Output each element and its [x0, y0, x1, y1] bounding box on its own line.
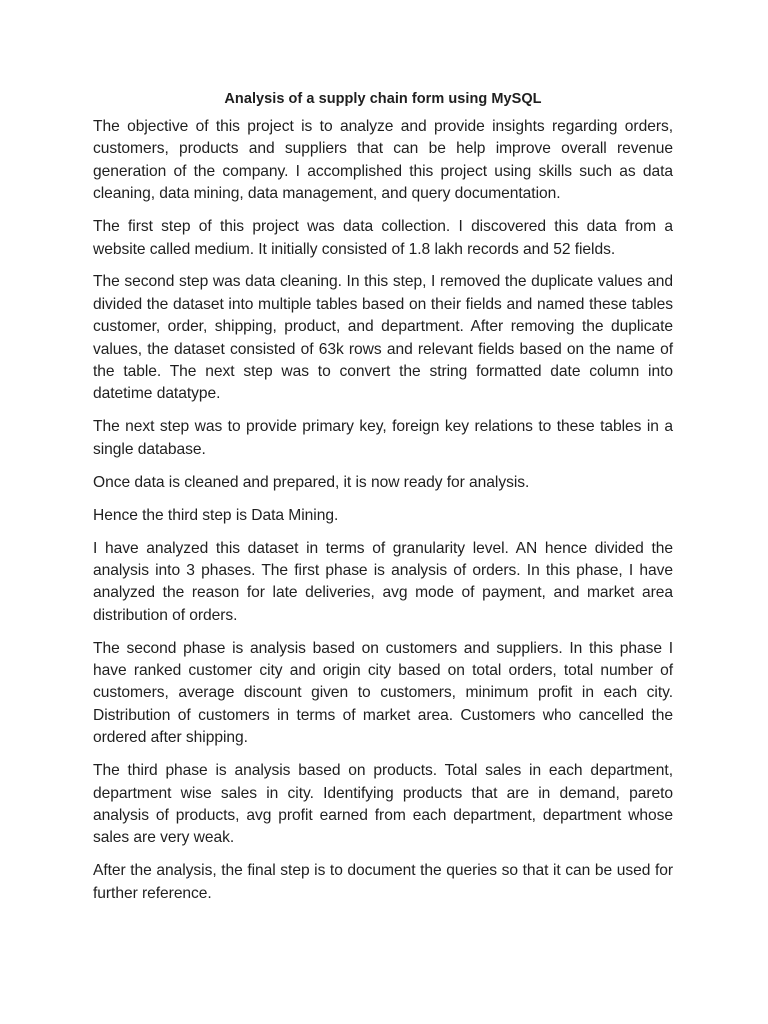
paragraph-data-cleaning: The second step was data cleaning. In this step, I removed the duplicate values and divided the dataset into multiple tables based on their fields and named these tables customer, order, shipping, product, and department. After removing the duplicate values, the dataset consisted of 63k rows and relevant fields based on the name of the table. The next step was to convert the string formatted date column into datetime datatype.: [93, 273, 673, 403]
document-body: [93, 88, 673, 916]
paragraph-objective: The objective of this project is to analyze and provide insights regarding orders, customers, products and suppliers that can be help improve overall revenue generation of the company. I accomplished this project using skills such as data cleaning, data mining, data management, and query documentation.: [93, 118, 673, 203]
paragraph-phase-products: The third phase is analysis based on products. Total sales in each department, department wise sales in city. Identifying products that are in demand, pareto analysis of products, avg profit earned from each department, department whose sales are very weak.: [93, 762, 673, 847]
document-title: Analysis of a supply chain form using MySQL: [224, 91, 542, 107]
paragraph-phase-customers: The second phase is analysis based on customers and suppliers. In this phase I have ranked customer city and origin city based on total orders, total number of customers, average discount given to customers, minimum profit in each city. Distribution of customers in terms of market area. Customers who cancelled the ordered after shipping.: [93, 639, 673, 747]
paragraph-keys: The next step was to provide primary key, foreign key relations to these tables in a single database.: [93, 418, 673, 458]
paragraph-phase-orders: I have analyzed this dataset in terms of granularity level. AN hence divided the analysis into 3 phases. The first phase is analysis of orders. In this phase, I have analyzed the reason for late deliveries, avg mode of payment, and market area distribution of orders.: [93, 539, 673, 624]
paragraph-third-step: Hence the third step is Data Mining.: [93, 506, 339, 524]
paragraph-data-collection: The first step of this project was data collection. I discovered this data from a website called medium. It initially consisted of 1.8 lakh records and 52 fields.: [93, 218, 673, 258]
paragraph-final-step: After the analysis, the final step is to document the queries so that it can be used for further reference.: [93, 862, 673, 902]
paragraph-ready: Once data is cleaned and prepared, it is now ready for analysis.: [93, 473, 530, 491]
